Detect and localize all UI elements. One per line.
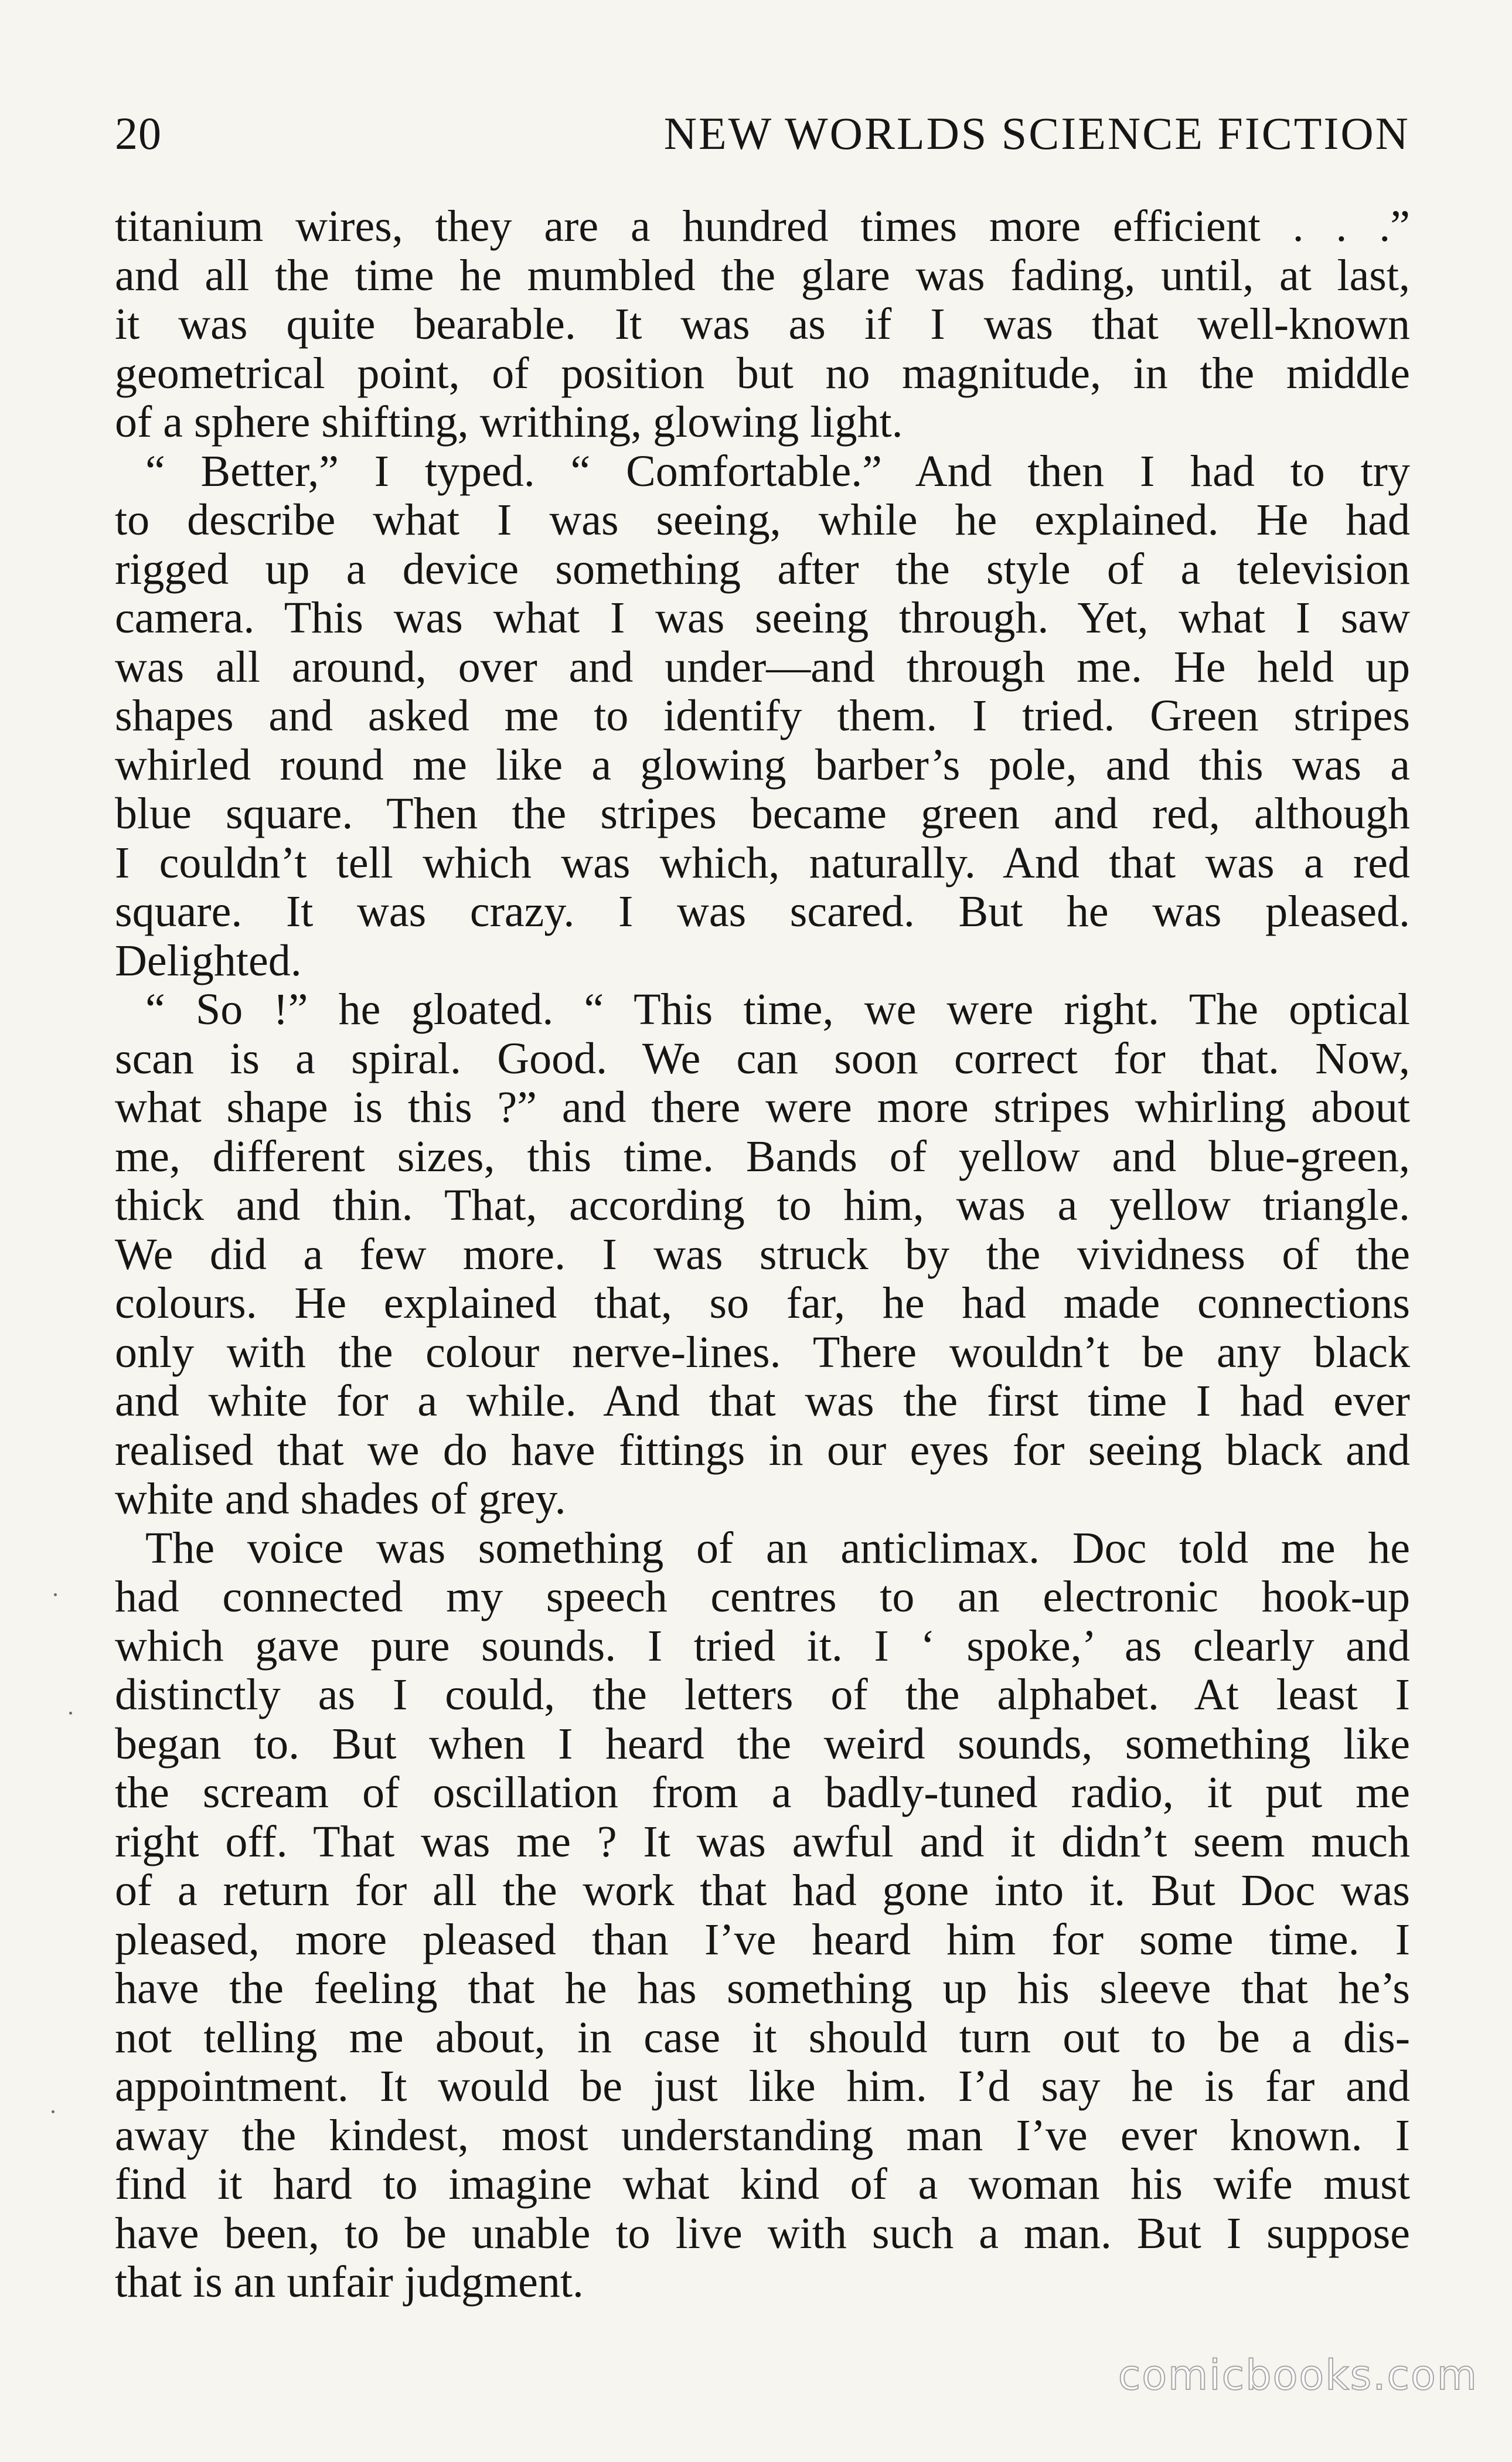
text-line: whirled round me like a glowing barber’s pole, and this was a — [115, 740, 1410, 790]
scan-speck — [69, 1712, 72, 1715]
text-line: only with the colour nerve-lines. There wouldn’t be any black — [115, 1328, 1410, 1377]
text-line: realised that we do have fittings in our eyes for seeing black and — [115, 1426, 1410, 1475]
text-line: We did a few more. I was struck by the vividness of the — [115, 1230, 1410, 1279]
text-line: was all around, over and under—and through me. He held up — [115, 642, 1410, 692]
text-line: had connected my speech centres to an electronic hook-up — [115, 1573, 1410, 1621]
text-line: “ Better,” I typed. “ Comfortable.” And then I had to try — [145, 447, 1410, 496]
text-line: rigged up a device something after the style of a television — [115, 545, 1410, 594]
running-head — [115, 104, 1410, 163]
scan-speck — [54, 1593, 57, 1596]
text-line: began to. But when I heard the weird sounds, something like — [115, 1719, 1410, 1769]
body-text — [115, 202, 1410, 2307]
text-line: right off. That was me ? It was awful and it didn’t seem much — [115, 1817, 1410, 1866]
text-line: scan is a spiral. Good. We can soon correct for that. Now, — [115, 1034, 1410, 1083]
text-line: colours. He explained that, so far, he had made connections — [115, 1279, 1410, 1328]
text-line: and all the time he mumbled the glare was fading, until, at last, — [115, 251, 1410, 300]
text-line: have the feeling that he has something up his sleeve that he’s — [115, 1964, 1410, 2013]
text-line: shapes and asked me to identify them. I tried. Green stripes — [115, 692, 1410, 740]
journal-title: NEW WORLDS SCIENCE FICTION — [663, 108, 1410, 159]
text-line: blue square. Then the stripes became green and red, although — [115, 790, 1410, 838]
watermark-logo: comicbooks.com — [1118, 2351, 1478, 2399]
text-line: not telling me about, in case it should turn out to be a dis- — [115, 2013, 1410, 2062]
text-line: me, different sizes, this time. Bands of yellow and blue-green, — [115, 1132, 1410, 1181]
text-line: find it hard to imagine what kind of a woman his wife must — [115, 2160, 1410, 2209]
text-line: thick and thin. That, according to him, was a yellow triangle. — [115, 1181, 1410, 1230]
text-line: it was quite bearable. It was as if I was that well-known — [115, 300, 1410, 349]
text-line: which gave pure sounds. I tried it. I ‘ spoke,’ as clearly and — [115, 1621, 1410, 1671]
text-line: of a return for all the work that had gone into it. But Doc was — [115, 1866, 1410, 1915]
text-line: white and shades of grey. — [115, 1475, 566, 1524]
text-line: to describe what I was seeing, while he explained. He had — [115, 496, 1410, 545]
scan-speck — [52, 2110, 55, 2113]
text-line: titanium wires, they are a hundred times more efficient . . .” — [115, 202, 1410, 251]
text-line: what shape is this ?” and there were more stripes whirling about — [115, 1083, 1410, 1132]
page-number: 20 — [115, 108, 162, 159]
text-line: pleased, more pleased than I’ve heard him for some time. I — [115, 1915, 1410, 1964]
text-line: of a sphere shifting, writhing, glowing light. — [115, 398, 903, 447]
text-line: Delighted. — [115, 936, 302, 985]
text-line: square. It was crazy. I was scared. But he was pleased. — [115, 887, 1410, 936]
text-line: appointment. It would be just like him. I’d say he is far and — [115, 2062, 1410, 2111]
text-line: I couldn’t tell which was which, naturally. And that was a red — [115, 838, 1410, 887]
text-line: away the kindest, most understanding man I’ve ever known. I — [115, 2111, 1410, 2160]
text-line: “ So !” he gloated. “ This time, we were right. The optical — [145, 985, 1410, 1034]
text-line: the scream of oscillation from a badly-tuned radio, it put me — [115, 1769, 1410, 1817]
text-line: have been, to be unable to live with such a man. But I suppose — [115, 2209, 1410, 2258]
text-line: geometrical point, of position but no magnitude, in the middle — [115, 349, 1410, 398]
text-line: camera. This was what I was seeing through. Yet, what I saw — [115, 594, 1410, 642]
text-line: distinctly as I could, the letters of the alphabet. At least I — [115, 1671, 1410, 1719]
text-line: The voice was something of an anticlimax. Doc told me he — [145, 1524, 1410, 1573]
text-line: that is an unfair judgment. — [115, 2258, 584, 2307]
text-line: and white for a while. And that was the first time I had ever — [115, 1377, 1410, 1426]
